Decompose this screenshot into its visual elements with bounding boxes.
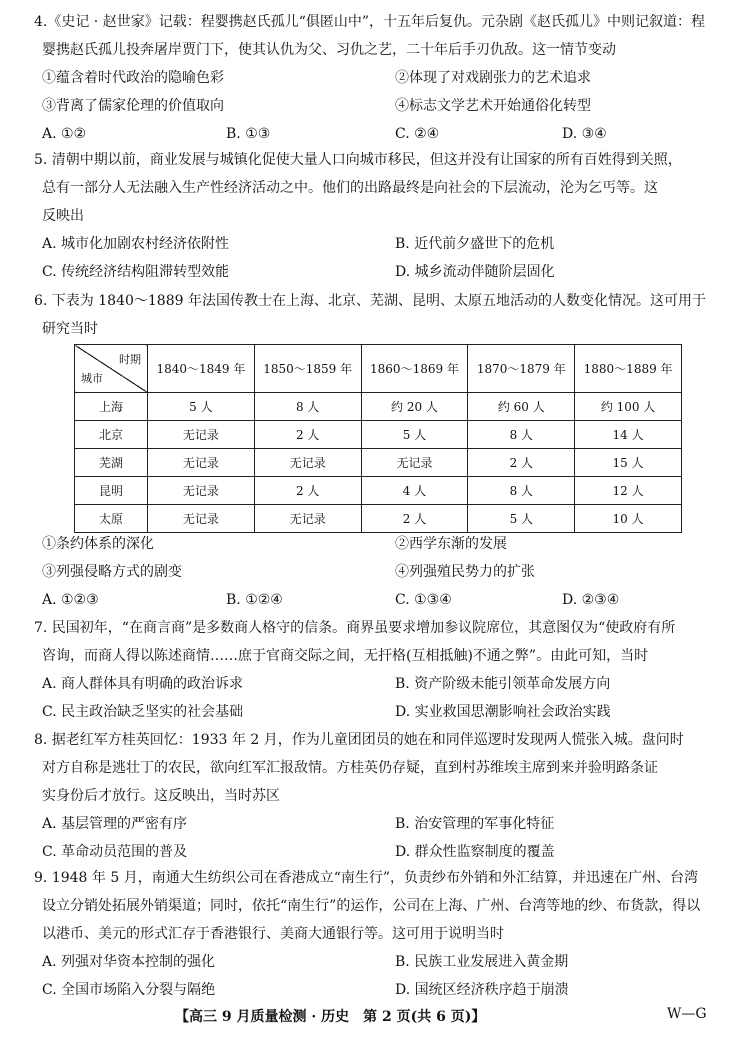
question-7 [34,614,716,726]
q5-stem-line-3: 反映出 [42,208,84,224]
corner-label-period: 时期 [119,353,141,366]
q4-statement-2: ②体现了对戏剧张力的艺术追求 [395,70,591,86]
table-cell: 无记录 [254,449,361,477]
table-cell: 8 人 [468,477,575,505]
q6-statement-4: ④列强殖民势力的扩张 [395,564,535,580]
q4-stem-line-2: 婴携赵氏孤儿投奔屠岸贾门下，使其认仇为父、习仇之艺，二十年后手刃仇敌。这一情节变动 [42,42,616,58]
table-cell: 5 人 [468,505,575,533]
table-row [75,477,682,505]
period-header: 1850～1859 年 [254,345,361,393]
table-cell: 8 人 [468,421,575,449]
q8-stem-line-2: 对方自称是逃壮丁的农民，欲向红军汇报敌情。方桂英仍存疑，直到村苏维埃主席到来并验明路条证 [42,760,658,776]
q5-stem-line-1: 5. 清朝中期以前，商业发展与城镇化促使大量人口向城市移民，但这并没有让国家的所有百姓得到关照， [34,152,682,168]
q6-option-a[interactable]: A. ①②③ [42,592,99,608]
table-cell: 无记录 [254,505,361,533]
question-6-options [34,530,716,614]
q9-option-b[interactable]: B. 民族工业发展进入黄金期 [395,954,569,970]
q6-statement-2: ②西学东渐的发展 [395,536,507,552]
q6-option-d[interactable]: D. ②③④ [562,592,620,608]
question-9 [34,864,716,1004]
q9-stem-line-3: 以港币、美元的形式汇存于香港银行、美商大通银行等。这可用于说明当时 [42,926,504,942]
period-header: 1840～1849 年 [148,345,255,393]
table-header-row [75,345,682,393]
q4-option-d[interactable]: D. ③④ [562,126,607,142]
q4-choices [34,120,716,148]
q5-option-a[interactable]: A. 城市化加剧农村经济依附性 [42,236,230,252]
q4-statements-row-1 [34,64,716,92]
q9-choices-row-1 [34,948,716,976]
q7-option-c[interactable]: C. 民主政治缺乏坚实的社会基础 [42,704,244,720]
question-5 [34,146,716,286]
q8-choices-row-1 [34,810,716,838]
q6-stem-line-2: 研究当时 [42,321,98,337]
q4-statement-1: ①蕴含着时代政治的隐喻色彩 [42,70,224,86]
q7-option-d[interactable]: D. 实业救国思潮影响社会政治实践 [395,704,611,720]
table-corner-cell [75,345,148,393]
q5-choices-row-1 [34,230,716,258]
table-cell: 无记录 [148,449,255,477]
table-cell: 约 20 人 [361,393,468,421]
question-4 [34,8,716,148]
table-cell: 12 人 [575,477,682,505]
table-cell: 约 60 人 [468,393,575,421]
q6-option-c[interactable]: C. ①③④ [395,592,452,608]
q5-stem-line-2: 总有一部分人无法融入生产性经济活动之中。他们的出路最终是向社会的下层流动，沦为乞丐等。这 [42,180,658,196]
q5-choices-row-2 [34,258,716,286]
q7-stem-line-2: 咨询，而商人得以陈述商情……庶于官商交际之间，无扞格(互相抵触)不通之弊”。由此可知，当时 [42,648,649,664]
q4-option-b[interactable]: B. ①③ [226,126,271,142]
q5-option-c[interactable]: C. 传统经济结构阻滞转型效能 [42,264,230,280]
table-cell: 2 人 [361,505,468,533]
q5-option-b[interactable]: B. 近代前夕盛世下的危机 [395,236,555,252]
table-cell: 2 人 [254,477,361,505]
q8-stem-line-3: 实身份后才放行。这反映出，当时苏区 [42,788,280,804]
table-cell: 8 人 [254,393,361,421]
q6-choices [34,586,716,614]
table-cell: 15 人 [575,449,682,477]
q9-choices-row-2 [34,976,716,1004]
footer-page-info: 【高三 9 月质量检测 · 历史 第 2 页(共 6 页)】 [175,1009,486,1025]
city-cell: 昆明 [75,477,148,505]
city-cell: 芜湖 [75,449,148,477]
q9-stem-line-2: 设立分销处拓展外销渠道；同时，依托“南生行”的运作，公司在上海、广州、台湾等地的纱、布货款，得以 [42,898,701,914]
footer-code: W—G [667,1006,707,1022]
q6-statements-row-1 [34,530,716,558]
q8-choices-row-2 [34,838,716,866]
table-cell: 无记录 [148,421,255,449]
missionary-table [74,344,682,533]
table-cell: 无记录 [148,477,255,505]
q8-option-c[interactable]: C. 革命动员范围的普及 [42,844,188,860]
q9-option-a[interactable]: A. 列强对华资本控制的强化 [42,954,216,970]
q7-choices-row-1 [34,670,716,698]
city-cell: 上海 [75,393,148,421]
q4-stem-line-1: 4.《史记 · 赵世家》记载：程婴携赵氏孤儿“俱匿山中”，十五年后复仇。元杂剧《赵氏孤儿》中则记叙道：程 [34,14,706,30]
q6-stem-line-1: 6. 下表为 1840～1889 年法国传教士在上海、北京、芜湖、昆明、太原五地活动的人数变化情况。这可用于 [34,293,706,309]
q9-stem-line-1: 9. 1948 年 5 月，南通大生纺织公司在香港成立“南生行”，负责纱布外销和外汇结算，并迅速在广州、台湾 [34,870,699,886]
q7-choices-row-2 [34,698,716,726]
q8-stem-line-1: 8. 据老红军方桂英回忆：1933 年 2 月，作为儿童团团员的她在和同伴巡逻时发现两人慌张入城。盘问时 [34,732,684,748]
table-cell: 5 人 [361,421,468,449]
q8-option-b[interactable]: B. 治安管理的军事化特征 [395,816,555,832]
q6-statement-1: ①条约体系的深化 [42,536,154,552]
table-row [75,393,682,421]
q7-option-b[interactable]: B. 资产阶级未能引领革命发展方向 [395,676,611,692]
q4-statement-3: ③背离了儒家伦理的价值取向 [42,98,224,114]
question-6 [34,287,716,343]
table-row [75,449,682,477]
q5-option-d[interactable]: D. 城乡流动伴随阶层固化 [395,264,555,280]
q7-option-a[interactable]: A. 商人群体具有明确的政治诉求 [42,676,244,692]
q6-option-b[interactable]: B. ①②④ [226,592,283,608]
period-header: 1860～1869 年 [361,345,468,393]
table-cell: 无记录 [148,505,255,533]
table-cell: 4 人 [361,477,468,505]
table-cell: 2 人 [254,421,361,449]
q9-option-d[interactable]: D. 国统区经济秩序趋于崩溃 [395,982,569,998]
table-row [75,421,682,449]
city-cell: 北京 [75,421,148,449]
table-row [75,505,682,533]
corner-label-city: 城市 [81,372,103,385]
table-cell: 无记录 [361,449,468,477]
period-header: 1870～1879 年 [468,345,575,393]
city-cell: 太原 [75,505,148,533]
q8-option-d[interactable]: D. 群众性监察制度的覆盖 [395,844,555,860]
table-cell: 2 人 [468,449,575,477]
q4-option-c[interactable]: C. ②④ [395,126,440,142]
q4-option-a[interactable]: A. ①② [42,126,87,142]
q7-stem-line-1: 7. 民国初年，“在商言商”是多数商人格守的信条。商界虽要求增加参议院席位，其意图仅为“使政府有所 [34,620,676,636]
q6-statement-3: ③列强侵略方式的剧变 [42,564,182,580]
table-cell: 14 人 [575,421,682,449]
q4-statements-row-2 [34,92,716,120]
q6-statements-row-2 [34,558,716,586]
question-8 [34,726,716,866]
q9-option-c[interactable]: C. 全国市场陷入分裂与隔绝 [42,982,216,998]
table-cell: 约 100 人 [575,393,682,421]
period-header: 1880～1889 年 [575,345,682,393]
q4-statement-4: ④标志文学艺术开始通俗化转型 [395,98,591,114]
table-cell: 10 人 [575,505,682,533]
table-cell: 5 人 [148,393,255,421]
q8-option-a[interactable]: A. 基层管理的严密有序 [42,816,188,832]
